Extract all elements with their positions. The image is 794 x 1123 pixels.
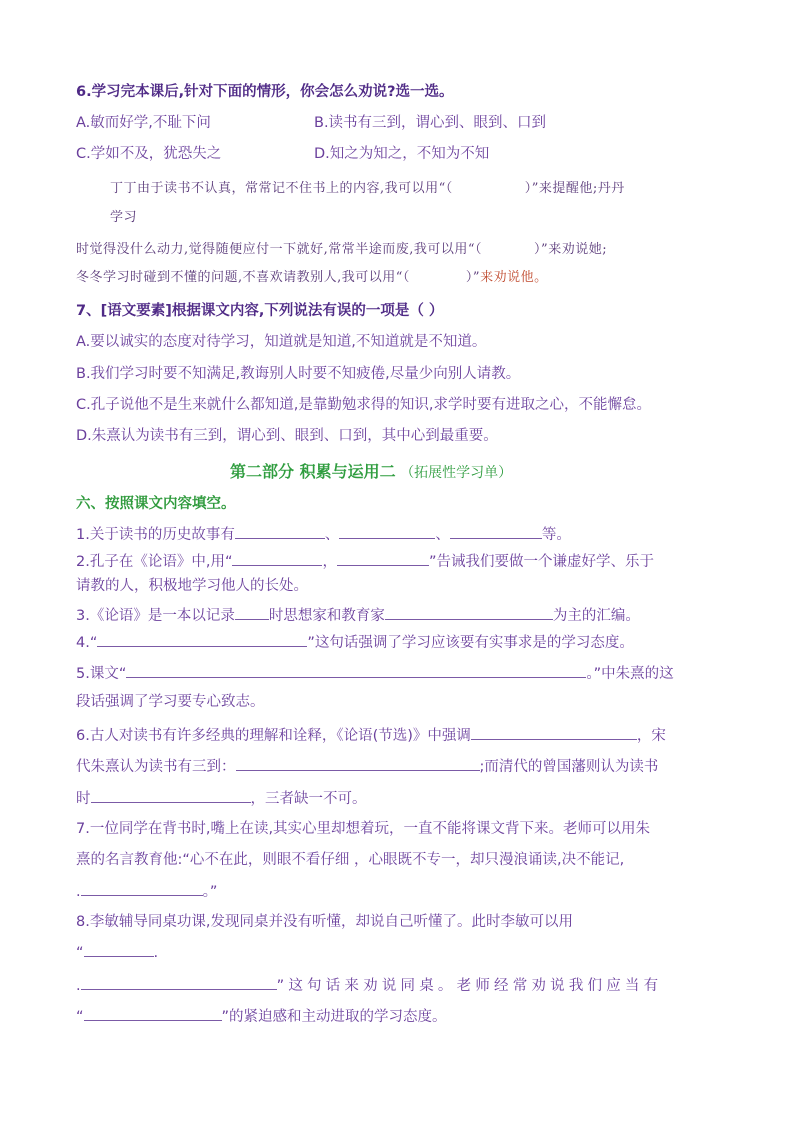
q7-option-d: D.朱熹认为读书有三到，谓心到、眼到、口到，其中心到最重要。 bbox=[76, 428, 498, 444]
q6-scenario-2 bbox=[76, 240, 607, 260]
s6-item-7-line-3 bbox=[76, 881, 217, 902]
s6-item-1 bbox=[76, 524, 571, 545]
s6-item-8-dot-1: . bbox=[153, 945, 159, 961]
q6-scenario-3-tail: 来劝说他。 bbox=[480, 270, 548, 285]
s6-item-7-blank[interactable] bbox=[81, 881, 203, 896]
q6-scenario-3-text: 冬冬学习时碰到不懂的问题,不喜欢请教别人,我可以用“（ bbox=[76, 270, 410, 285]
s6-item-7-line-2: 熹的名言教育他:“心不在此，则眼不看仔细 ，心眼既不专一，却只漫浪诵读,决不能记, bbox=[76, 852, 625, 868]
q7-option-b: B.我们学习时要不知满足,教诲别人时要不知疲倦,尽量少向别人请教。 bbox=[76, 366, 521, 382]
s6-item-6-text: 6.古人对读书有许多经典的理解和诠释，《论语(节选)》中强调 bbox=[76, 728, 471, 744]
s6-item-3-blank-1[interactable] bbox=[235, 605, 269, 620]
q6-scenario-1-text: 丁丁由于读书不认真，常常记不住书上的内容,我可以用“（ bbox=[110, 181, 453, 196]
s6-item-5-blank[interactable] bbox=[126, 663, 586, 678]
s6-item-4-text: 4.“ bbox=[76, 635, 98, 651]
part2-heading bbox=[230, 462, 512, 483]
s6-item-6-line-2 bbox=[76, 756, 658, 777]
s6-item-2-text: 2.孔子在《论语》中,用“ bbox=[76, 554, 233, 570]
s6-item-5-tail: 。”中朱熹的这 bbox=[586, 666, 674, 682]
s6-item-1-blank-3[interactable] bbox=[450, 524, 542, 539]
q6-scenario-2-text: 时觉得没什么动力,觉得随便应付一下就好,常常半途而废,我可以用“（ bbox=[76, 242, 483, 257]
s6-item-1-sep-2: 、 bbox=[435, 527, 450, 543]
q7-option-a: A.要以诚实的态度对待学习，知道就是知道,不知道就是不知道。 bbox=[76, 334, 487, 350]
s6-item-5-continued: 段话强调了学习要专心致志。 bbox=[76, 694, 265, 710]
q7-title: 7、[语文要素]根据课文内容,下列说法有误的一项是（ ） bbox=[76, 303, 444, 319]
s6-item-1-end: 等。 bbox=[541, 527, 571, 543]
s6-item-6-blank-2[interactable] bbox=[236, 756, 480, 771]
s6-item-2-blank-2[interactable] bbox=[337, 551, 429, 566]
s6-item-4 bbox=[76, 632, 634, 653]
s6-item-8-line-3 bbox=[76, 975, 662, 996]
s6-item-8: 8.李敏辅导同桌功课,发现同桌并没有听懂，却说自己听懂了。此时李敏可以用 bbox=[76, 914, 573, 930]
q6-scenario-1-continued: 学习 bbox=[110, 210, 138, 225]
s6-item-2-tail: ”告诫我们要做一个谦虚好学、乐于 bbox=[428, 554, 654, 570]
s6-item-8-line-4 bbox=[76, 1006, 447, 1027]
s6-item-6-end: ，三者缺一不可。 bbox=[250, 791, 367, 807]
s6-item-6-mid: 代朱熹认为读书有三到： bbox=[76, 759, 236, 775]
s6-item-8-quote-open-2: “ bbox=[76, 1009, 84, 1025]
s6-item-3-blank-2[interactable] bbox=[385, 605, 553, 620]
s6-item-1-sep-1: 、 bbox=[324, 527, 340, 543]
q6-scenario-3-close: ）” bbox=[465, 270, 481, 285]
s6-item-3-mid: 时思想家和教育家 bbox=[268, 608, 385, 624]
q6-option-a: A.敏而好学,不耻下问 bbox=[76, 115, 211, 131]
q6-title: 6.学习完本课后,针对下面的情形，你会怎么劝说?选一选。 bbox=[76, 84, 454, 100]
s6-item-8-dot-2: . bbox=[76, 978, 81, 994]
s6-item-1-text: 1.关于读书的历史故事有 bbox=[76, 527, 235, 543]
q6-scenario-2-tail: ）”来劝说她; bbox=[534, 242, 608, 257]
s6-item-6-blank-1[interactable] bbox=[471, 725, 637, 740]
q6-option-c: C.学如不及，犹恐失之 bbox=[76, 146, 222, 162]
s6-item-4-tail: ”这句话强调了学习应该要有实事求是的学习态度。 bbox=[307, 635, 634, 651]
part2-note: （拓展性学习单） bbox=[400, 465, 513, 481]
s6-item-2 bbox=[76, 551, 654, 572]
s6-item-6-mid-2: ;而清代的曾国藩则认为读书 bbox=[479, 759, 659, 775]
s6-title: 六、按照课文内容填空。 bbox=[76, 496, 236, 512]
s6-item-6-tail: ，宋 bbox=[636, 728, 666, 744]
s6-item-6 bbox=[76, 725, 666, 746]
q6-option-d: D.知之为知之，不知为不知 bbox=[314, 146, 490, 162]
s6-item-1-blank-2[interactable] bbox=[339, 524, 435, 539]
s6-item-8-line-2 bbox=[76, 942, 158, 963]
s6-item-8-quote-open: “ bbox=[76, 945, 84, 961]
s6-item-5 bbox=[76, 663, 674, 684]
s6-item-7-dot: . bbox=[76, 884, 81, 900]
s6-item-8-end: ”的紧迫感和主动进取的学习态度。 bbox=[221, 1009, 447, 1025]
s6-item-2-continued: 请教的人，积极地学习他人的长处。 bbox=[76, 578, 308, 594]
s6-item-8-blank-2[interactable] bbox=[81, 975, 277, 990]
q6-scenario-1 bbox=[110, 179, 625, 199]
part2-title: 第二部分 积累与运用二 bbox=[230, 462, 396, 481]
s6-item-8-blank-3[interactable] bbox=[84, 1006, 222, 1021]
s6-item-3-text: 3.《论语》是一本以记录 bbox=[76, 608, 235, 624]
s6-item-8-tail: ”这句话来劝说同桌。老师经常劝说我们应当有 bbox=[276, 978, 663, 994]
s6-item-2-sep: ， bbox=[322, 554, 337, 570]
s6-item-6-line-3-start: 时 bbox=[76, 791, 91, 807]
s6-item-6-line-3 bbox=[76, 788, 367, 809]
s6-item-2-blank-1[interactable] bbox=[232, 551, 322, 566]
s6-item-3 bbox=[76, 605, 640, 626]
q6-scenario-1-tail: ）”来提醒他;丹丹 bbox=[524, 181, 625, 196]
s6-item-3-end: 为主的汇编。 bbox=[552, 608, 640, 624]
q6-option-b: B.读书有三到，谓心到、眼到、口到 bbox=[314, 115, 547, 131]
s6-item-8-blank-1[interactable] bbox=[84, 942, 154, 957]
s6-item-5-text: 5.课文“ bbox=[76, 666, 127, 682]
s6-item-1-blank-1[interactable] bbox=[235, 524, 325, 539]
s6-item-7-end: 。” bbox=[202, 884, 218, 900]
s6-item-6-blank-3[interactable] bbox=[91, 788, 251, 803]
s6-item-7: 7.一位同学在背书时,嘴上在读,其实心里却想着玩，一直不能将课文背下来。老师可以用朱 bbox=[76, 821, 651, 837]
q6-scenario-3 bbox=[76, 268, 548, 288]
q7-option-c: C.孔子说他不是生来就什么都知道,是靠勤勉求得的知识,求学时要有进取之心，不能懈怠。 bbox=[76, 397, 651, 413]
s6-item-4-blank[interactable] bbox=[97, 632, 307, 647]
